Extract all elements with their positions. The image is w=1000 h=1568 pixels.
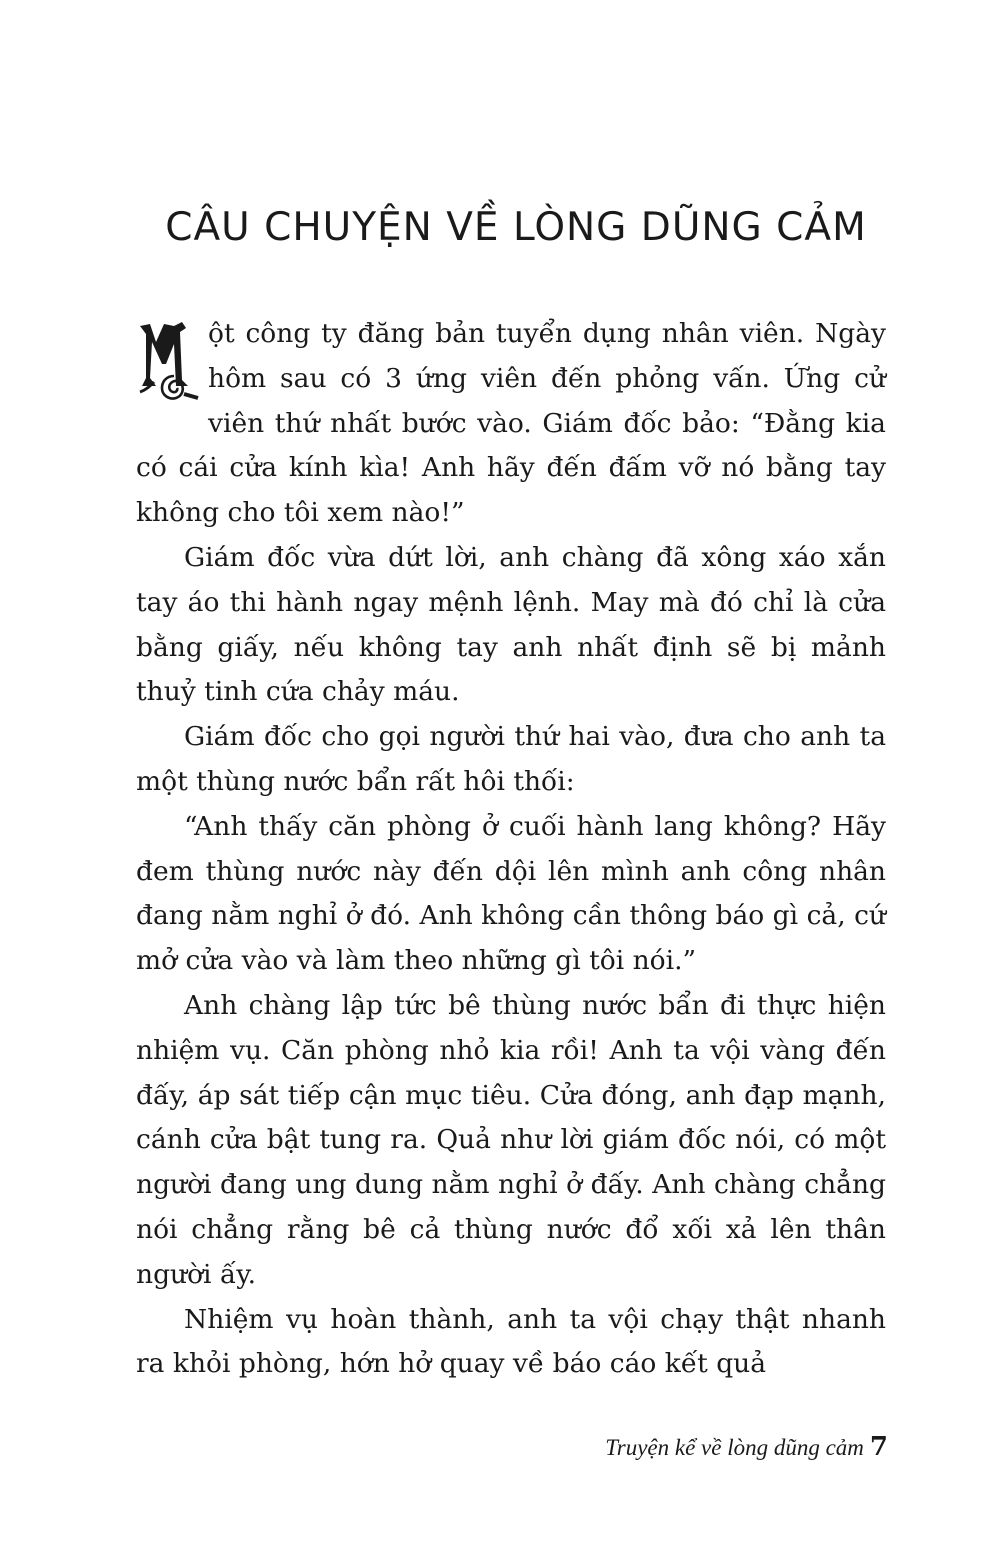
drop-cap-ornament-icon [136, 320, 202, 406]
paragraph-1 [136, 312, 886, 536]
paragraph-4: “Anh thấy căn phòng ở cuối hành lang không? Hãy đem thùng nước này đến dội lên mình anh công nhân đang nằm nghỉ ở đó. Anh không cần thông báo gì cả, cứ mở cửa vào và làm theo những gì tôi nói.” [136, 810, 886, 977]
paragraph-6: Nhiệm vụ hoàn thành, anh ta vội chạy thật nhanh ra khỏi phòng, hớn hở quay về báo cáo kết quả [136, 1303, 886, 1380]
paragraph-2: Giám đốc vừa dứt lời, anh chàng đã xông xáo xắn tay áo thi hành ngay mệnh lệnh. May mà đó chỉ là cửa bằng giấy, nếu không tay anh nhất định sẽ bị mảnh thuỷ tinh cứa chảy máu. [136, 541, 886, 708]
running-title: Truyện kể về lòng dũng cảm [605, 1435, 864, 1460]
page-number: 7 [869, 1432, 888, 1462]
chapter-title: CÂU CHUYỆN VỀ LÒNG DŨNG CẢM [165, 205, 867, 250]
paragraph-5: Anh chàng lập tức bê thùng nước bẩn đi thực hiện nhiệm vụ. Căn phòng nhỏ kia rồi! Anh ta vội vàng đến đấy, áp sát tiếp cận mục tiêu. Cửa đóng, anh đạp mạnh, cánh cửa bật tung ra. Quả như lời giám đốc nói, có một người đang ung dung nằm nghỉ ở đấy. Anh chàng chẳng nói chẳng rằng bê cả thùng nước đổ xối xả lên thân người ấy. [136, 989, 886, 1290]
paragraph-1-text: ột công ty đăng bản tuyển dụng nhân viên. Ngày hôm sau có 3 ứng viên đến phỏng vấn. Ứng cử viên thứ nhất bước vào. Giám đốc bảo: “Đằng kia có cái cửa kính kìa! Anh hãy đến đấm vỡ nó bằng tay không cho tôi xem nào!” [136, 318, 886, 529]
page-footer [605, 1432, 888, 1462]
paragraph-3: Giám đốc cho gọi người thứ hai vào, đưa cho anh ta một thùng nước bẩn rất hôi thối: [136, 721, 886, 797]
decorative-drop-cap [136, 320, 202, 406]
story-body [136, 312, 886, 1387]
